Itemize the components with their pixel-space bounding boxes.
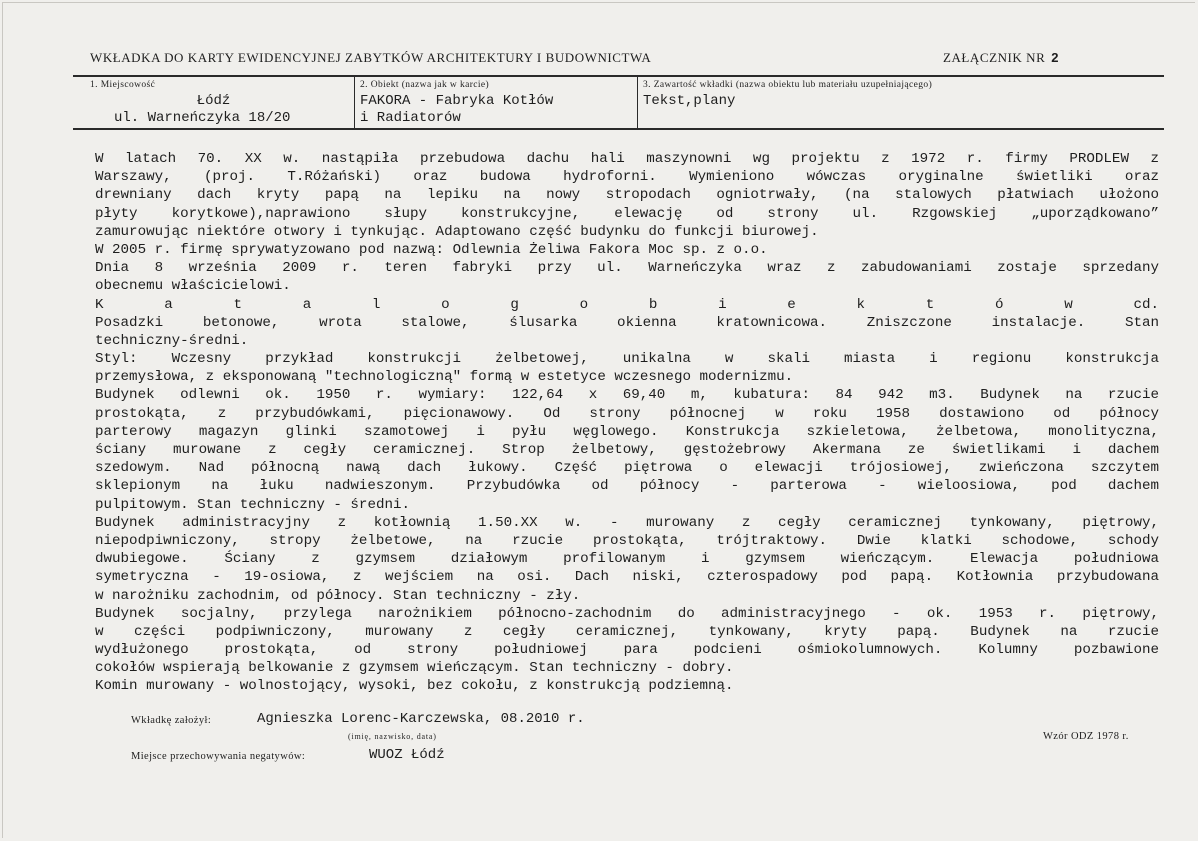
body-line: techniczny-średni. [95,332,249,349]
locality-city: Łódź [196,93,231,109]
form-model-label: Wzór ODZ 1978 r. [1043,731,1129,742]
annex-label-text: ZAŁĄCZNIK NR [943,50,1046,65]
object-cell [354,77,637,128]
header-fields-table [73,75,1164,130]
body-line: W latach 70. XX w. nastąpiła przebudowa dachu hali maszynowni wg projektu z 1972 r. firmy PRODLEW z [95,151,1159,167]
created-by-label: Wkładkę założył: [131,715,212,726]
created-by-note: (imię, nazwisko, data) [348,732,437,741]
body-line: wydłużonego prostokąta, od strony południowej para podcieni ośmiokolumnowych. Kolumny pozbawione [95,642,1159,659]
body-line: przemysłowa, z eksponowaną "technologiczną" formą w estetyce wczesnego modernizmu. [95,369,794,386]
content-caption: 3. Zawartość wkładki (nazwa obiektu lub materiału uzupełniającego) [643,80,933,90]
body-line: symetryczna - 19-osiowa, z wejściem na osi. Dach niski, czterospadowy pod papą. Kotłownia przybudowana [95,569,1159,586]
annex-number: 2 [1051,50,1060,65]
body-line: drewniany dach kryty papą na lepiku na nowy stropodach ogniotrwały, (na stalowych płatwiach ułożono [95,187,1159,204]
content-cell [637,77,1164,128]
body-line: Dnia 8 września 2009 r. teren fabryki przy ul. Warneńczyka wraz z zabudowaniami zostaje sprzedany [95,260,1159,277]
body-line: Budynek odlewni ok. 1950 r. wymiary: 122,64 x 69,40 m, kubatura: 84 942 m3. Budynek na rzucie [95,387,1159,404]
body-line: ściany murowane z cegły ceramicznej. Strop żelbetowy, gęstożebrowy Akermana ze świetlikami i dachem [95,442,1159,458]
body-line: płyty korytkowe),naprawiono słupy konstrukcyjne, elewację od strony ul. Rzgowskiej „uporządkowano” [95,205,1159,222]
body-line: pulpitowym. Stan techniczny - średni. [95,496,411,513]
body-line: Warszawy, (proj. T.Różański) oraz budowa hydroforni. Wymieniono wówczas oryginalne świetliki oraz [95,169,1159,186]
body-line: K a t a l o g o b i e k t ó w cd. [95,296,1159,313]
body-line: obecnemu właścicielowi. [95,278,291,295]
body-line: Budynek socjalny, przylega narożnikiem północno-zachodnim do administracyjnego - ok. 1953 r. piętrowy, [95,605,1159,622]
description-body [95,150,1159,696]
body-line: W 2005 r. firmę sprywatyzowano pod nazwą: Odlewnia Żeliwa Fakora Moc sp. z o.o. [95,241,768,258]
body-line: sklepionym na łuku nadwieszonym. Przybudówka od północy - parterowa - wieloosiowa, pod dachem [95,478,1159,495]
body-line: parterowy magazyn glinki szamotowej i pyłu węglowego. Konstrukcja szkieletowa, żelbetowa, monolityczna, [95,423,1159,440]
body-line: zamurowując niektóre otwory i tynkując. Adaptowano część budynku do funkcji biurowej. [95,223,819,240]
body-line: prostokąta, z przybudówkami, pięcionawowy. Od strony północnej w roku 1958 dostawiono od północy [95,405,1159,422]
content-value: Tekst,plany [643,93,736,109]
body-line: Komin murowany - wolnostojący, wysoki, bez cokołu, z konstrukcją podziemną. [95,678,734,695]
body-line: w narożniku zachodnim, od północy. Stan techniczny - zły. [95,587,581,604]
body-line: w części podpiwniczony, murowany z cegły ceramicznej, tynkowany, kryty papą. Budynek na rzucie [95,623,1159,640]
negatives-storage-label: Miejsce przechowywania negatywów: [131,751,306,762]
object-name-line2: i Radiatorów [360,110,461,126]
document-title: WKŁADKA DO KARTY EWIDENCYJNEJ ZABYTKÓW ARCHITEKTURY I BUDOWNICTWA [90,50,652,65]
body-line: szedowym. Nad północną nawą dach łukowy. Część piętrowa o elewacji trójosiowej, zwieńczona szczytem [95,460,1159,477]
annex-label [943,50,1059,66]
created-by-value: Agnieszka Lorenc-Karczewska, 08.2010 r. [257,711,585,727]
locality-caption: 1. Miejscowość [90,80,156,90]
body-line: cokołów wspierają belkowanie z gzymsem wieńczącym. Stan techniczny - dobry. [95,660,734,677]
object-caption: 2. Obiekt (nazwa jak w karcie) [360,80,490,90]
negatives-storage-value: WUOZ Łódź [369,747,445,763]
body-line: Styl: Wczesny przykład konstrukcji żelbetowej, unikalna w skali miasta i regionu konstrukcja [95,351,1159,368]
body-line: dwubiegowe. Ściany z gzymsem działowym profilowanym i gzymsem wieńczącym. Elewacja południowa [95,551,1159,568]
body-line: niepodpiwniczony, stropy żelbetowe, na rzucie prostokąta, trójtraktowy. Dwie klatki schodowe, schody [95,532,1159,549]
body-line: Posadzki betonowe, wrota stalowe, ślusarka okienna kratownicowa. Zniszczone instalacje. Stan [95,314,1159,331]
object-name-line1: FAKORA - Fabryka Kotłów [360,93,554,109]
locality-cell [73,77,354,128]
locality-street: ul. Warneńczyka 18/20 [114,110,291,126]
body-line: Budynek administracyjny z kotłownią 1.50.XX w. - murowany z cegły ceramicznej tynkowany, piętrowy, [95,514,1159,531]
